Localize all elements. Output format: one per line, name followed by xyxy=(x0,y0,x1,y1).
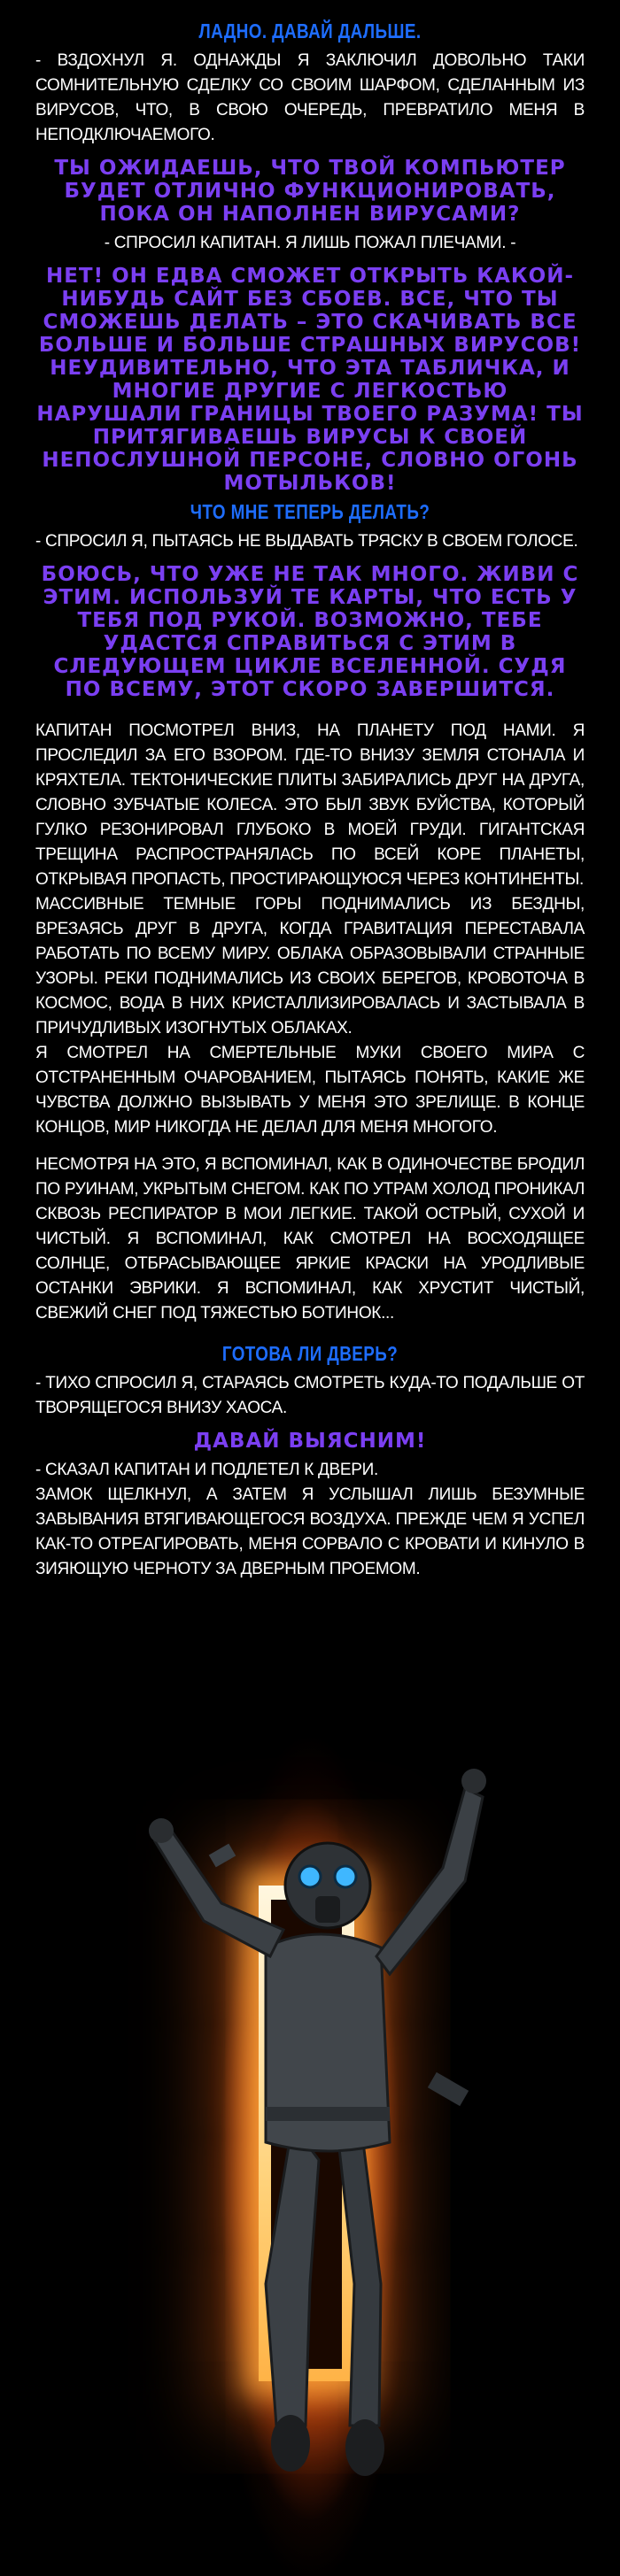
story-text-column xyxy=(35,16,585,1582)
narrator-line-heading: ЛАДНО. ДАВАЙ ДАЛЬШЕ. xyxy=(198,19,422,42)
gas-mask-left-eye xyxy=(299,1866,321,1887)
figure-right-arm xyxy=(376,1788,483,1974)
falling-figure xyxy=(0,1664,620,2576)
spacer xyxy=(35,1326,585,1338)
narration-paragraph: МАССИВНЫЕ ТЕМНЫЕ ГОРЫ ПОДНИМАЛИСЬ ИЗ БЕЗДНЫ, ВРЕЗАЯСЬ ДРУГ В ДРУГА, КОГДА ГРАВИТАЦИЯ ПЕРЕСТАВАЛА РАБОТАТЬ ПО ВСЕМУ МИРУ. ОБЛАКА ОБРАЗОВЫВАЛИ СТРАННЫЕ УЗОРЫ. РЕКИ ПОДНИМАЛИСЬ ИЗ СВОИХ БЕРЕГОВ, КРОВОТОЧА В КОСМОС, ВОДА В НИХ КРИСТАЛЛИЗИРОВАЛАСЬ И ЗАСТЫВАЛА В ПРИЧУДЛИВЫХ ИЗОГНУТЫХ ОБЛАКАХ. xyxy=(35,895,585,1037)
narration-paragraph: - ТИХО СПРОСИЛ Я, СТАРАЯСЬ СМОТРЕТЬ КУДА-ТО ПОДАЛЬШЕ ОТ ТВОРЯЩЕГОСЯ ВНИЗУ ХАОСА. xyxy=(35,1374,585,1417)
spacer xyxy=(35,1140,585,1153)
captain-speech: ДАВАЙ ВЫЯСНИМ! xyxy=(193,1430,427,1453)
debris-piece xyxy=(428,2072,469,2106)
captain-speech: НЕТ! ОН ЕДВА СМОЖЕТ ОТКРЫТЬ КАКОЙ-НИБУДЬ САЙТ БЕЗ СБОЕВ. ВСЕ, ЧТО ТЫ СМОЖЕШЬ ДЕЛАТЬ – ЭТО СКАЧИВАТЬ ВСЕ БОЛЬШЕ И БОЛЬШЕ СТРАШНЫХ ВИРУСОВ! НЕУДИВИТЕЛЬНО, ЧТО ЭТА ТАБЛИЧКА, И МНОГИЕ ДРУГИЕ С ЛЕГКОСТЬЮ НАРУШАЛИ ГРАНИЦЫ ТВОЕГО РАЗУМА! ТЫ ПРИТЯГИВАЕШЬ ВИРУСЫ К СВОЕЙ НЕПОСЛУШНОЙ ПЕРСОНЕ, СЛОВНО ОГОНЬ МОТЫЛЬКОВ! xyxy=(36,265,584,495)
narration-paragraph: КАПИТАН ПОСМОТРЕЛ ВНИЗ, НА ПЛАНЕТУ ПОД НАМИ. Я ПРОСЛЕДИЛ ЗА ЕГО ВЗОРОМ. ГДЕ-ТО ВНИЗУ ЗЕМЛЯ СТОНАЛА И КРЯХТЕЛА. ТЕКТОНИЧЕСКИЕ ПЛИТЫ ЗАБИРАЛИСЬ ДРУГ НА ДРУГА, СЛОВНО ЗУБЧАТЫЕ КОЛЕСА. ЭТО БЫЛ ЗВУК БУЙСТВА, КОТОРЫЙ ГУЛКО РЕЗОНИРОВАЛ ГЛУБОКО В МОЕЙ ГРУДИ. ГИГАНТСКАЯ ТРЕЩИНА РАСПРОСТРАНЯЛАСЬ ПО ВСЕЙ КОРЕ ПЛАНЕТЫ, ОТКРЫВАЯ ПРОПАСТЬ, ПРОСТИРАЮЩУЮСЯ ЧЕРЕЗ КОНТИНЕНТЫ. xyxy=(35,721,585,889)
narrator-line-heading: ГОТОВА ЛИ ДВЕРЬ? xyxy=(221,1342,399,1365)
debris-piece xyxy=(209,1844,236,1868)
narration-paragraph: - СПРОСИЛ Я, ПЫТАЯСЬ НЕ ВЫДАВАТЬ ТРЯСКУ В СВОЕМ ГОЛОСЕ. xyxy=(35,532,578,551)
gas-mask-right-eye xyxy=(335,1866,356,1887)
doorway-illustration xyxy=(0,1664,620,2576)
figure-left-hand xyxy=(149,1818,174,1843)
figure-left-boot xyxy=(271,2415,310,2472)
narrator-line-heading: ЧТО МНЕ ТЕПЕРЬ ДЕЛАТЬ? xyxy=(190,500,430,523)
figure-right-boot xyxy=(345,2419,384,2476)
narration-paragraph: ЗАМОК ЩЕЛКНУЛ, А ЗАТЕМ Я УСЛЫШАЛ ЛИШЬ БЕЗУМНЫЕ ЗАВЫВАНИЯ ВТЯГИВАЮЩЕГОСЯ ВОЗДУХА. ПРЕЖДЕ ЧЕМ Я УСПЕЛ КАК-ТО ОТРЕАГИРОВАТЬ, МЕНЯ СОРВАЛО С КРОВАТИ И КИНУЛО В ЗИЯЮЩУЮ ЧЕРНОТУ ЗА ДВЕРНЫМ ПРОЕМОМ. xyxy=(35,1485,585,1578)
narration-paragraph: НЕСМОТРЯ НА ЭТО, Я ВСПОМИНАЛ, КАК В ОДИНОЧЕСТВЕ БРОДИЛ ПО РУИНАМ, УКРЫТЫМ СНЕГОМ. КАК ПО УТРАМ ХОЛОД ПРОНИКАЛ СКВОЗЬ РЕСПИРАТОР В МОИ ЛЕГКИЕ. ТАКОЙ ОСТРЫЙ, СУХОЙ И ЧИСТЫЙ. Я ВСПОМИНАЛ, КАК СМОТРЕЛ НА ВОСХОДЯЩЕЕ СОЛНЦЕ, ОТБРАСЫВАЮЩЕЕ ЯРКИЕ КРАСКИ НА УРОДЛИВЫЕ ОСТАНКИ ЭВРИКИ. Я ВСПОМИНАЛ, КАК ХРУСТИТ ЧИСТЫЙ, СВЕЖИЙ СНЕГ ПОД ТЯЖЕСТЬЮ БОТИНОК... xyxy=(35,1155,585,1323)
spacer xyxy=(35,706,585,719)
figure-right-leg xyxy=(337,2125,381,2426)
figure-belt xyxy=(266,2107,390,2121)
figure-left-leg xyxy=(266,2125,319,2426)
narration-paragraph: - СКАЗАЛ КАПИТАН И ПОДЛЕТЕЛ К ДВЕРИ. xyxy=(35,1461,379,1479)
captain-speech: ТЫ ОЖИДАЕШЬ, ЧТО ТВОЙ КОМПЬЮТЕР БУДЕТ ОТЛИЧНО ФУНКЦИОНИРОВАТЬ, ПОКА ОН НАПОЛНЕН ВИРУСАМИ? xyxy=(54,157,566,226)
gas-mask-filter xyxy=(315,1896,340,1923)
figure-right-hand xyxy=(461,1769,486,1793)
narration-paragraph: - ВЗДОХНУЛ Я. ОДНАЖДЫ Я ЗАКЛЮЧИЛ ДОВОЛЬНО ТАКИ СОМНИТЕЛЬНУЮ СДЕЛКУ СО СВОИМ ШАРФОМ, СДЕЛАННЫМ ИЗ ВИРУСОВ, ЧТО, В СВОЮ ОЧЕРЕДЬ, ПРЕВРАТИЛО МЕНЯ В НЕПОДКЛЮЧАЕМОГО. xyxy=(35,51,585,144)
narration-paragraph: - СПРОСИЛ КАПИТАН. Я ЛИШЬ ПОЖАЛ ПЛЕЧАМИ. - xyxy=(104,234,516,252)
captain-speech: БОЮСЬ, ЧТО УЖЕ НЕ ТАК МНОГО. ЖИВИ С ЭТИМ. ИСПОЛЬЗУЙ ТЕ КАРТЫ, ЧТО ЕСТЬ У ТЕБЯ ПОД РУКОЙ. ВОЗМОЖНО, ТЕБЕ УДАСТСЯ СПРАВИТЬСЯ С ЭТИМ В СЛЕДУЮЩЕМ ЦИКЛЕ ВСЕЛЕННОЙ. СУДЯ ПО ВСЕМУ, ЭТОТ СКОРО ЗАВЕРШИТСЯ. xyxy=(41,563,579,701)
narration-paragraph: Я СМОТРЕЛ НА СМЕРТЕЛЬНЫЕ МУКИ СВОЕГО МИРА С ОТСТРАНЕННЫМ ОЧАРОВАНИЕМ, ПЫТАЯСЬ ПОНЯТЬ, КАКИЕ ЖЕ ЧУВСТВА ДОЛЖНО ВЫЗЫВАТЬ У МЕНЯ ЭТО ЗРЕЛИЩЕ. В КОНЦЕ КОНЦОВ, МИР НИКОГДА НЕ ДЕЛАЛ ДЛЯ МЕНЯ МНОГОГО. xyxy=(35,1044,585,1137)
